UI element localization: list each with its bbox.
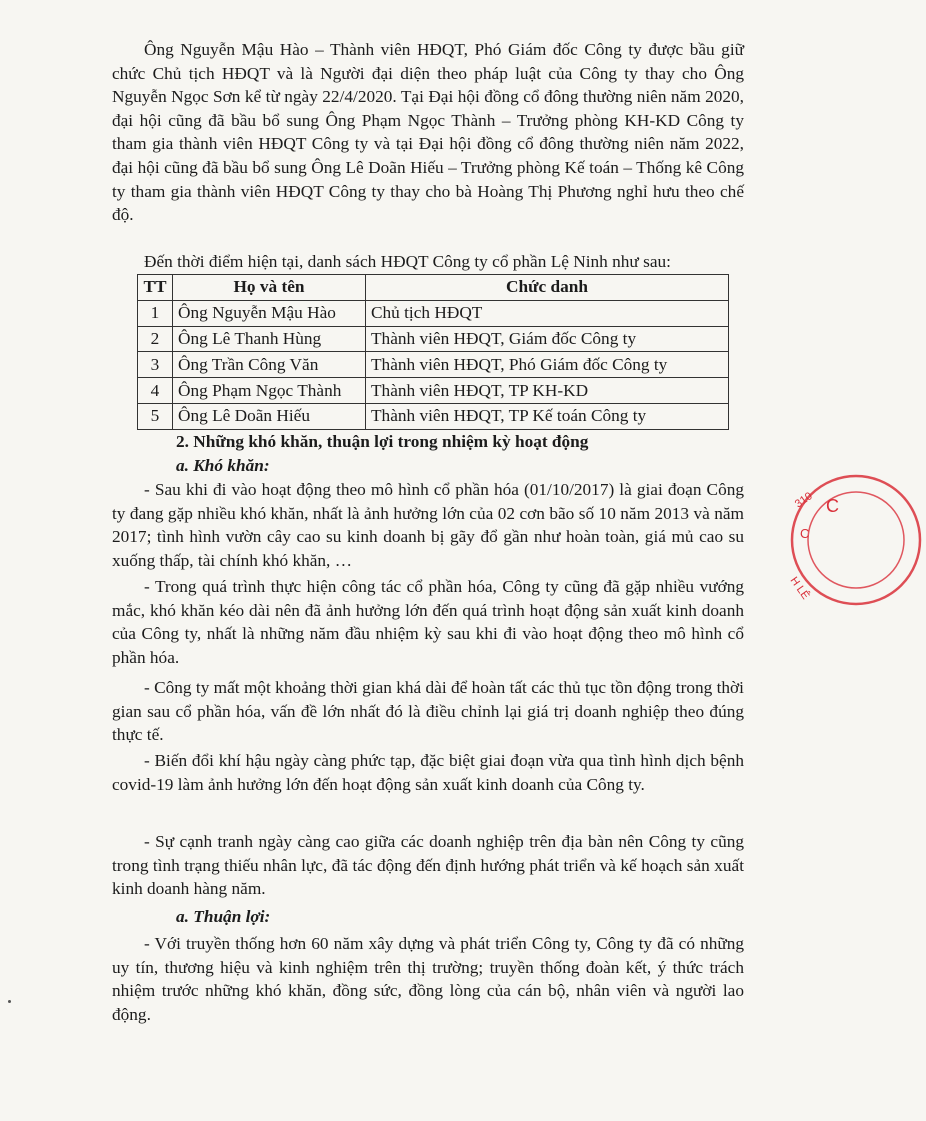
header-tt: TT: [138, 275, 173, 301]
row-index: 2: [138, 326, 173, 352]
svg-text:310: 310: [792, 490, 815, 511]
difficulty-item: - Biến đổi khí hậu ngày càng phức tạp, đặc biệt giai đoạn vừa qua tình hình dịch bệnh covid-19 làm ảnh hưởng lớn đến hoạt động sản xuất kinh doanh của Công ty.: [112, 751, 744, 794]
table-row: [138, 300, 729, 326]
member-name: Ông Trần Công Văn: [173, 352, 366, 378]
advantages-heading: a. Thuận lợi:: [176, 907, 271, 926]
member-title: Thành viên HĐQT, Phó Giám đốc Công ty: [366, 352, 729, 378]
member-title: Thành viên HĐQT, Giám đốc Công ty: [366, 326, 729, 352]
table-row: [138, 378, 729, 404]
row-index: 3: [138, 352, 173, 378]
section-heading: 2. Những khó khăn, thuận lợi trong nhiệm kỳ hoạt động: [176, 432, 589, 451]
member-name: Ông Phạm Ngọc Thành: [173, 378, 366, 404]
board-list-intro: Đến thời điểm hiện tại, danh sách HĐQT Công ty cổ phần Lệ Ninh như sau:: [144, 252, 671, 271]
header-name: Họ và tên: [173, 275, 366, 301]
difficulty-item: - Trong quá trình thực hiện công tác cổ phần hóa, Công ty cũng đã gặp nhiều vướng mắc, khó khăn kéo dài nên đã ảnh hưởng lớn đến quá trình hoạt động sản xuất kinh doanh của Công ty, nhất là những năm đầu nhiệm kỳ sau khi đi vào hoạt động theo mô hình cổ phần hóa.: [112, 577, 744, 667]
row-index: 5: [138, 403, 173, 429]
svg-text:C: C: [826, 496, 839, 516]
company-stamp: [786, 460, 926, 620]
member-title: Chủ tịch HĐQT: [366, 300, 729, 326]
intro-paragraph: Ông Nguyễn Mậu Hào – Thành viên HĐQT, Phó Giám đốc Công ty được bầu giữ chức Chủ tịch HĐQT và là Người đại diện theo pháp luật của Công ty thay cho Ông Nguyễn Ngọc Sơn kể từ ngày 22/4/2020. Tại Đại hội đồng cổ đông thường niên năm 2020, đại hội cũng đã bầu bổ sung Ông Phạm Ngọc Thành – Trưởng phòng KH-KD Công ty tham gia thành viên HĐQT Công ty và tại Đại hội đồng cổ đông thường niên năm 2022, đại hội cũng đã bầu bổ sung Ông Lê Doãn Hiếu – Trưởng phòng Kế toán – Thống kê Công ty tham gia thành viên HĐQT Công ty thay cho bà Hoàng Thị Phương nghỉ hưu theo chế độ.: [112, 40, 744, 225]
header-title: Chức danh: [366, 275, 729, 301]
difficulty-item: - Sự cạnh tranh ngày càng cao giữa các doanh nghiệp trên địa bàn nên Công ty cũng trong tình trạng thiếu nhân lực, đã tác động đến định hướng phát triển và kế hoạch sản xuất kinh doanh hàng năm.: [112, 832, 744, 899]
difficulty-item: - Sau khi đi vào hoạt động theo mô hình cổ phần hóa (01/10/2017) là giai đoạn Công ty đang gặp nhiều khó khăn, nhất là ảnh hưởng lớn của 02 cơn bão số 10 năm 2013 và năm 2017; tình hình vườn cây cao su kinh doanh bị gãy đổ gần như hoàn toàn, giá mủ cao su xuống thấp, tài chính khó khăn, …: [112, 480, 744, 570]
row-index: 1: [138, 300, 173, 326]
member-title: Thành viên HĐQT, TP Kế toán Công ty: [366, 403, 729, 429]
table-header-row: [138, 275, 729, 301]
advantage-item: - Với truyền thống hơn 60 năm xây dựng và phát triển Công ty, Công ty đã có những uy tín, thương hiệu và kinh nghiệm trên thị trường; truyền thống đoàn kết, ý thức trách nhiệm trước những khó khăn, đồng sức, đồng lòng của cán bộ, nhân viên và người lao động.: [112, 934, 744, 1024]
scan-speck: [8, 1000, 11, 1003]
svg-text:C: C: [800, 526, 810, 541]
table-row: [138, 403, 729, 429]
member-name: Ông Lê Thanh Hùng: [173, 326, 366, 352]
member-name: Ông Nguyễn Mậu Hào: [173, 300, 366, 326]
member-name: Ông Lê Doãn Hiếu: [173, 403, 366, 429]
row-index: 4: [138, 378, 173, 404]
difficulties-heading: a. Khó khăn:: [176, 456, 270, 475]
difficulty-item: - Công ty mất một khoảng thời gian khá dài để hoàn tất các thủ tục tồn động trong thời gian sau cổ phần hóa, vấn đề lớn nhất đó là điều chỉnh lại giá trị doanh nghiệp theo đúng thực tế.: [112, 678, 744, 745]
member-title: Thành viên HĐQT, TP KH-KD: [366, 378, 729, 404]
svg-text:H LÊ: H LÊ: [787, 574, 812, 602]
board-table: [137, 274, 729, 430]
table-row: [138, 352, 729, 378]
table-row: [138, 326, 729, 352]
